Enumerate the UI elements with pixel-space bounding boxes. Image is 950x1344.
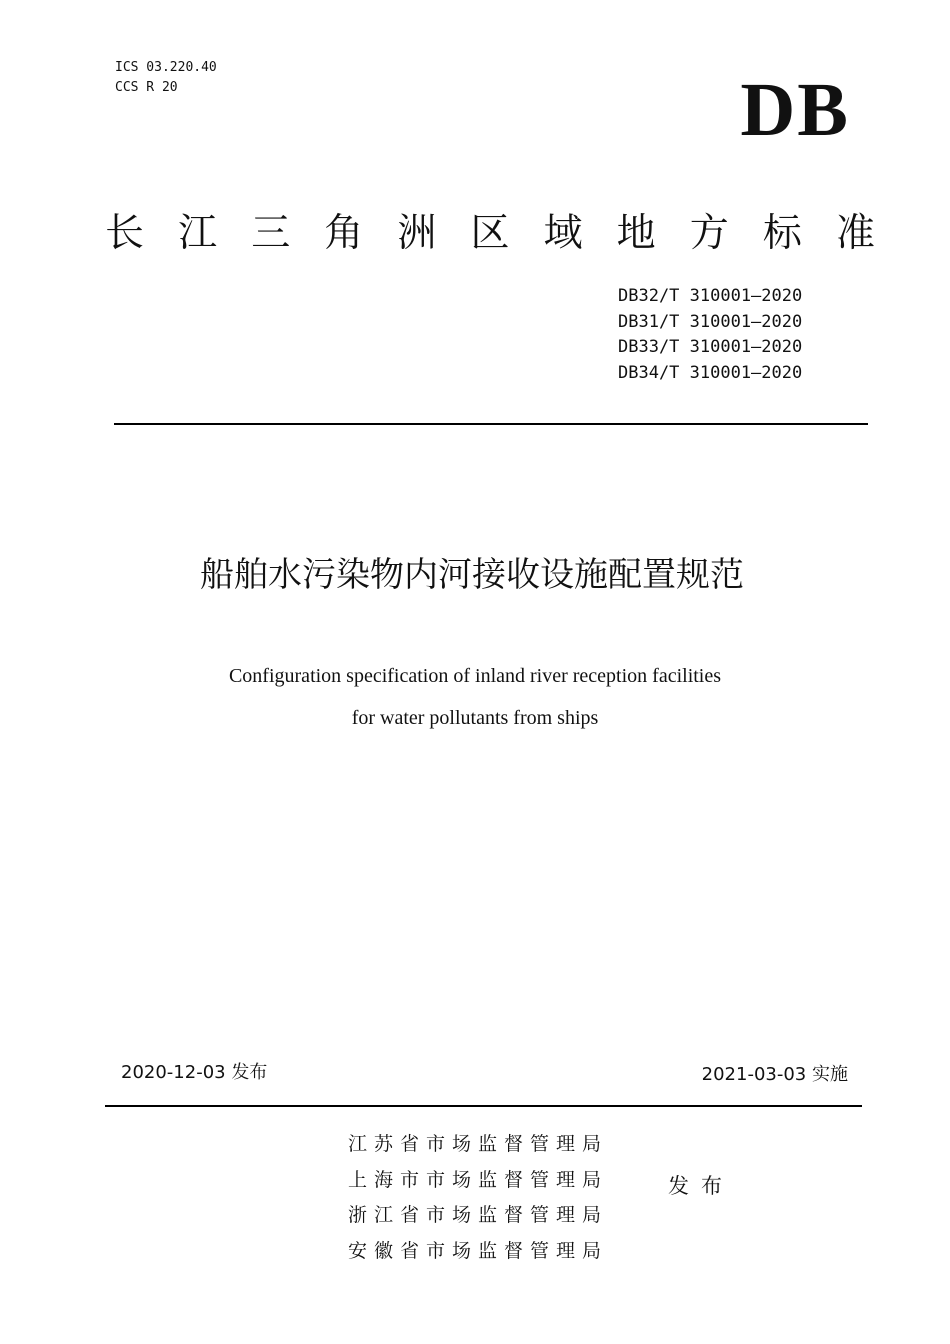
standard-type-char: 角 <box>324 211 364 256</box>
standard-code-db31: DB31/T 310001—2020 <box>618 311 803 332</box>
issue-label: 发布 <box>668 1174 734 1198</box>
standard-type-char: 标 <box>762 211 802 256</box>
issuer-anhui: 安徽省市场监督管理局 <box>348 1239 609 1262</box>
english-title-line-2: for water pollutants from ships <box>351 707 599 729</box>
implementation-date: 2021-03-03 实施 <box>701 1064 848 1085</box>
standard-code-db33: DB33/T 310001—2020 <box>618 337 803 357</box>
standard-type-char: 长 <box>105 211 145 256</box>
standard-type-char: 江 <box>178 211 218 256</box>
standard-type-char: 准 <box>835 211 875 256</box>
english-title-line-1: Configuration specification of inland river reception facilities <box>228 665 722 687</box>
standard-type-char: 三 <box>251 211 291 256</box>
issuer-zhejiang: 浙江省市场监督管理局 <box>348 1204 609 1226</box>
chinese-title: 船舶水污染物内河接收设施配置规范 <box>200 555 744 595</box>
bottom-divider <box>105 1105 862 1107</box>
issuer-jiangsu: 江苏省市场监督管理局 <box>348 1133 609 1155</box>
top-divider <box>114 423 868 425</box>
standard-code-db32: DB32/T 310001—2020 <box>618 286 803 306</box>
standard-type-heading <box>105 206 875 262</box>
ics-code: ICS 03.220.40 <box>115 60 217 75</box>
standard-type-char: 区 <box>470 211 510 256</box>
issuer-shanghai: 上海市市场监督管理局 <box>348 1168 609 1191</box>
issuing-authorities <box>348 1127 608 1269</box>
english-title <box>0 655 950 739</box>
standard-type-char: 域 <box>543 211 583 256</box>
standard-type-char: 地 <box>616 211 656 256</box>
db-logo: DB <box>740 68 850 152</box>
standard-codes <box>618 284 802 386</box>
publication-date: 2020-12-03 发布 <box>121 1062 268 1083</box>
standard-type-char: 洲 <box>397 211 437 256</box>
classification-codes <box>115 58 217 98</box>
standard-code-db34: DB34/T 310001—2020 <box>618 362 803 383</box>
ccs-code: CCS R 20 <box>115 80 178 95</box>
standard-type-char: 方 <box>689 211 729 256</box>
